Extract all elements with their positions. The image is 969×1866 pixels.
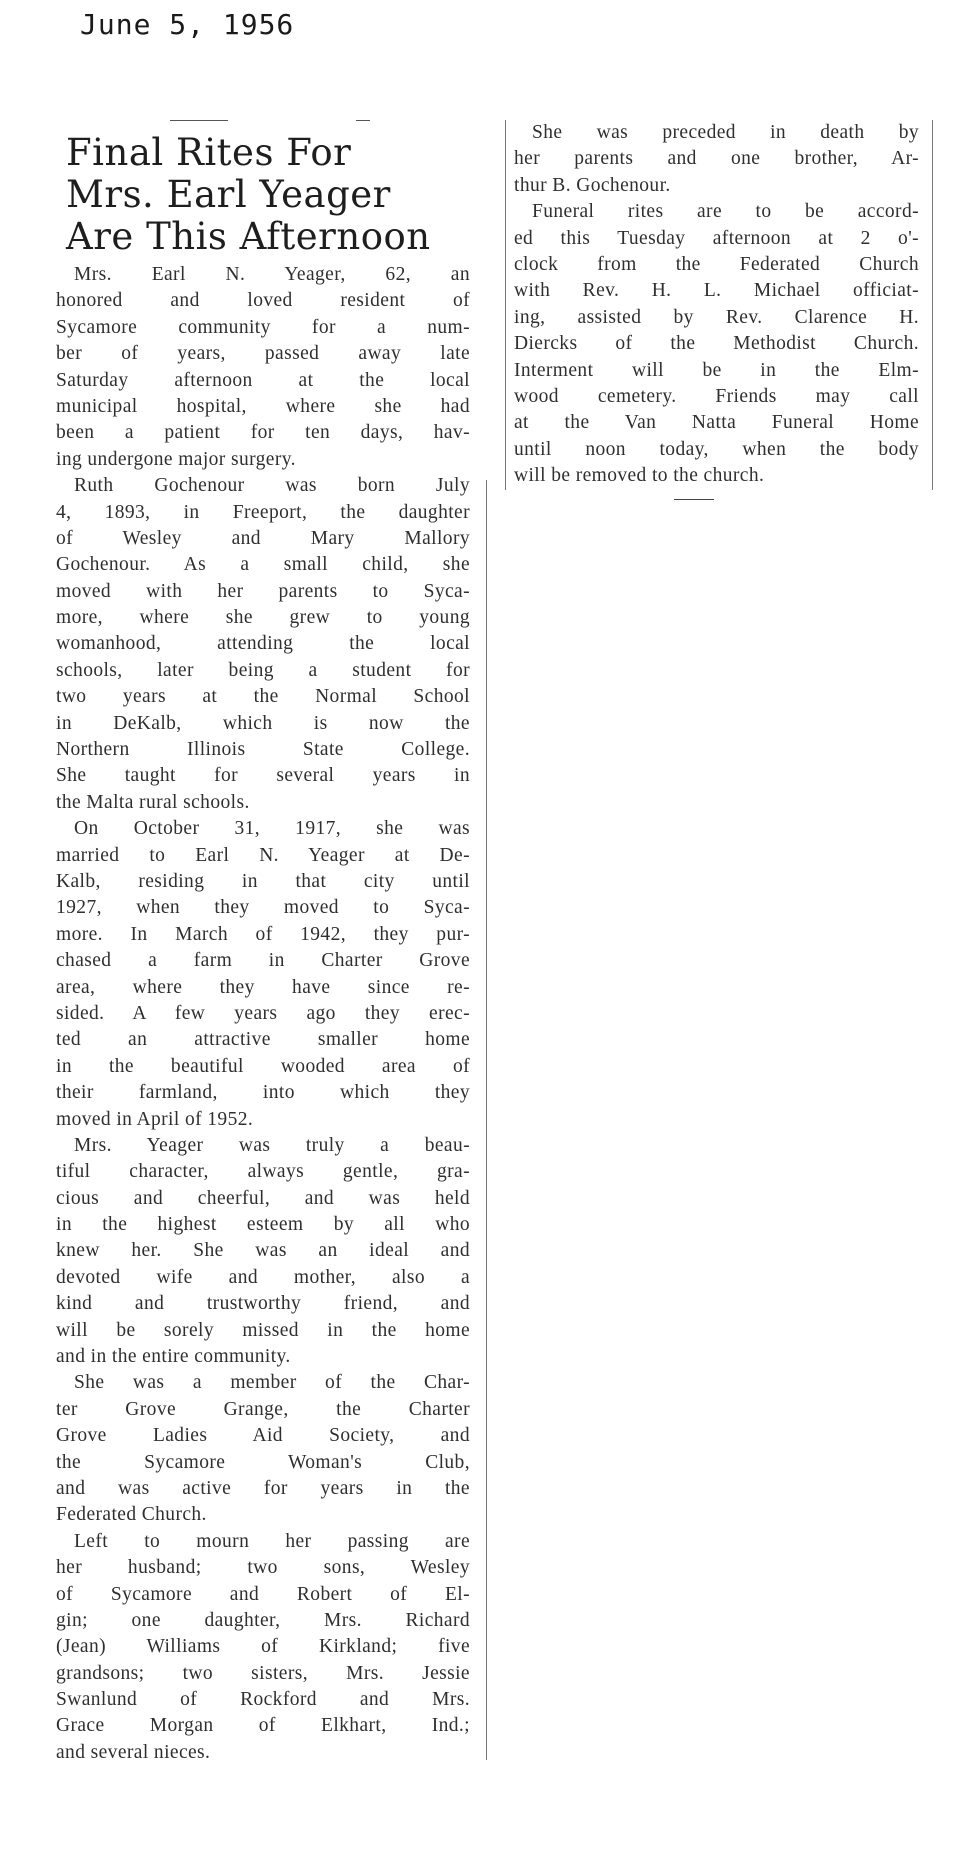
text-line: devoted wife and mother, also a [56, 1266, 470, 1288]
text-line: the Sycamore Woman's Club, [56, 1451, 470, 1473]
article-body-column-1 [56, 262, 470, 1766]
text-line: until noon today, when the body [514, 438, 919, 460]
text-line: thur B. Gochenour. [514, 174, 671, 196]
text-line: 4, 1893, in Freeport, the daughter [56, 501, 470, 523]
text-line: She was a member of the Char- [74, 1372, 470, 1394]
text-line: at the Van Natta Funeral Home [514, 412, 919, 434]
text-line: been a patient for ten days, hav- [56, 422, 470, 444]
column-separator-left [486, 480, 487, 1760]
text-line: chased a farm in Charter Grove [56, 950, 470, 972]
headline [66, 132, 470, 258]
text-line: Kalb, residing in that city until [56, 870, 470, 892]
text-line: moved with her parents to Syca- [56, 580, 470, 602]
text-line: ing, assisted by Rev. Clarence H. [514, 306, 919, 328]
text-line: kind and trustworthy friend, and [56, 1293, 470, 1315]
text-line: two years at the Normal School [56, 686, 470, 708]
text-line: gin; one daughter, Mrs. Richard [56, 1609, 470, 1631]
obituary-column-1 [56, 120, 470, 1766]
text-line: married to Earl N. Yeager at De- [56, 844, 470, 866]
text-line: Saturday afternoon at the local [56, 369, 470, 391]
text-line: their farmland, into which they [56, 1082, 470, 1104]
text-line: 1927, when they moved to Syca- [56, 897, 470, 919]
text-line: of Wesley and Mary Mallory [56, 527, 470, 549]
text-line: area, where they have since re- [56, 976, 470, 998]
text-line: Diercks of the Methodist Church. [514, 333, 919, 355]
text-line: Interment will be in the Elm- [514, 359, 919, 381]
text-line: She taught for several years in [56, 765, 470, 787]
text-line: and was active for years in the [56, 1477, 470, 1499]
dateline: June 5, 1956 [80, 8, 295, 41]
text-line: and in the entire community. [56, 1346, 291, 1368]
text-line: Grove Ladies Aid Society, and [56, 1425, 470, 1447]
text-line: Funeral rites are to be accord- [532, 201, 919, 223]
text-line: moved in April of 1952. [56, 1108, 254, 1130]
text-line: her parents and one brother, Ar- [514, 148, 919, 170]
column-separator-right [932, 120, 933, 490]
text-line: municipal hospital, where she had [56, 395, 470, 417]
text-line: Left to mourn her passing are [74, 1530, 470, 1552]
text-line: in the beautiful wooded area of [56, 1055, 470, 1077]
text-line: (Jean) Williams of Kirkland; five [56, 1636, 470, 1658]
text-line: Mrs. Yeager was truly a beau- [74, 1134, 470, 1156]
text-line: Swanlund of Rockford and Mrs. [56, 1689, 470, 1711]
end-rule [674, 499, 714, 500]
text-line: ted an attractive smaller home [56, 1029, 470, 1051]
text-line: will be removed to the church. [514, 465, 765, 487]
text-line: grandsons; two sisters, Mrs. Jessie [56, 1662, 470, 1684]
text-line: wood cemetery. Friends may call [514, 385, 919, 407]
text-line: womanhood, attending the local [56, 633, 470, 655]
text-line: clock from the Federated Church [514, 253, 919, 275]
text-line: honored and loved resident of [56, 290, 470, 312]
text-line: and several nieces. [56, 1741, 211, 1763]
headline-line-1: Final Rites For [66, 131, 352, 174]
text-line: She was preceded in death by [532, 122, 919, 143]
text-line: Grace Morgan of Elkhart, Ind.; [56, 1715, 470, 1737]
text-line: Mrs. Earl N. Yeager, 62, an [74, 264, 470, 285]
text-line: Ruth Gochenour was born July [74, 475, 470, 497]
text-line: her husband; two sons, Wesley [56, 1557, 470, 1579]
text-line: in DeKalb, which is now the [56, 712, 470, 734]
text-line: will be sorely missed in the home [56, 1319, 470, 1341]
text-line: with Rev. H. L. Michael officiat- [514, 280, 919, 302]
text-line: more, where she grew to young [56, 607, 470, 629]
article-body-column-2 [514, 120, 919, 489]
text-line: of Sycamore and Robert of El- [56, 1583, 470, 1605]
text-line: knew her. She was an ideal and [56, 1240, 470, 1262]
text-line: schools, later being a student for [56, 659, 470, 681]
text-line: in the highest esteem by all who [56, 1214, 470, 1236]
text-line: Northern Illinois State College. [56, 739, 470, 761]
text-line: ter Grove Grange, the Charter [56, 1398, 470, 1420]
text-line: ing undergone major surgery. [56, 448, 296, 470]
text-line: tiful character, always gentle, gra- [56, 1161, 470, 1183]
headline-line-3: Are This Afternoon [66, 215, 431, 258]
text-line: sided. A few years ago they erec- [56, 1002, 470, 1024]
text-line: Sycamore community for a num- [56, 316, 470, 338]
text-line: ber of years, passed away late [56, 343, 470, 365]
text-line: On October 31, 1917, she was [74, 818, 470, 840]
text-line: the Malta rural schools. [56, 791, 250, 813]
text-line: Gochenour. As a small child, she [56, 554, 470, 576]
obituary-column-2 [514, 120, 919, 500]
headline-line-2: Mrs. Earl Yeager [66, 173, 391, 216]
text-line: cious and cheerful, and was held [56, 1187, 470, 1209]
text-line: Federated Church. [56, 1504, 207, 1526]
column-separator-top [505, 120, 506, 490]
text-line: more. In March of 1942, they pur- [56, 923, 470, 945]
text-line: ed this Tuesday afternoon at 2 o'- [514, 227, 919, 249]
